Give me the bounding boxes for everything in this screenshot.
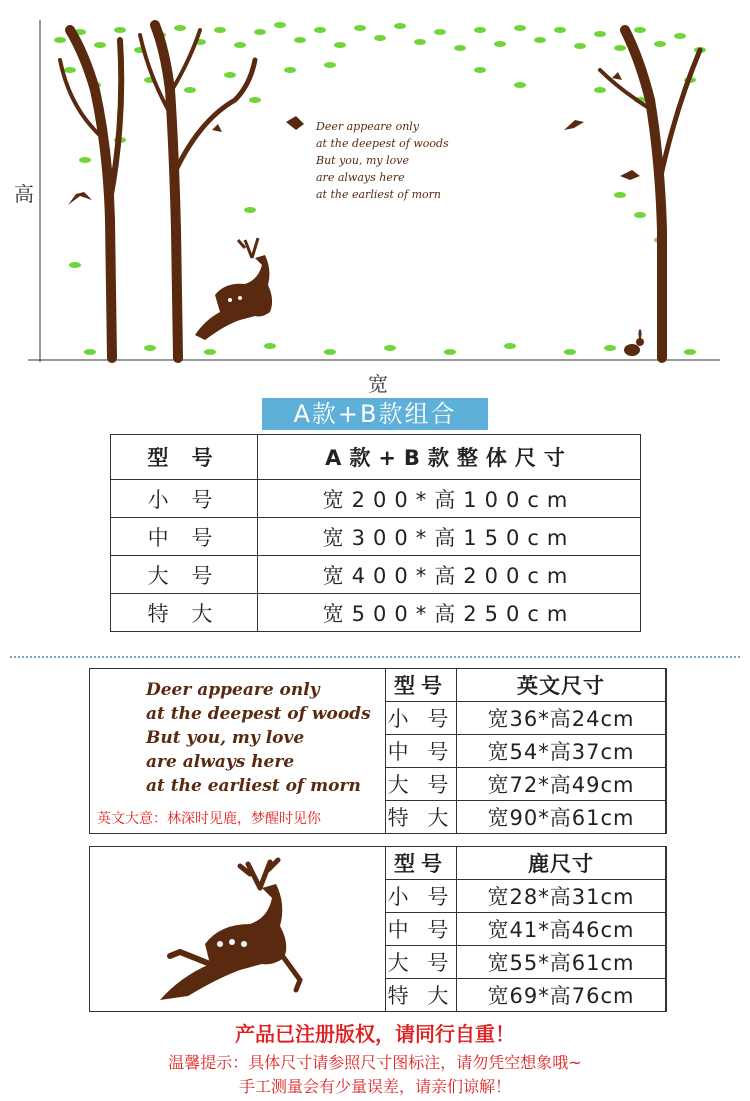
table-row bbox=[111, 518, 641, 556]
table-row bbox=[386, 913, 666, 946]
table-header-row bbox=[386, 847, 666, 880]
size-name: 中 号 bbox=[111, 518, 258, 556]
english-size-table bbox=[385, 668, 666, 834]
poem-line: at the deepest of woods bbox=[316, 137, 449, 150]
table-row bbox=[111, 594, 641, 632]
size-value: 宽90*高61cm bbox=[457, 801, 666, 834]
copyright-notice: 产品已注册版权，请同行自重！ bbox=[235, 1022, 515, 1046]
size-value: 宽36*高24cm bbox=[457, 702, 666, 735]
table-row bbox=[386, 702, 666, 735]
poem-line: But you, my love bbox=[146, 728, 305, 748]
size-name: 小 号 bbox=[111, 480, 258, 518]
size-value: 宽55*高61cm bbox=[457, 946, 666, 979]
header-cell: 英文尺寸 bbox=[457, 669, 666, 702]
size-name: 中 号 bbox=[386, 913, 457, 946]
size-name: 小 号 bbox=[386, 880, 457, 913]
size-name: 特 大 bbox=[111, 594, 258, 632]
size-value: 宽400*高200cm bbox=[258, 556, 641, 594]
size-name: 特 大 bbox=[386, 801, 457, 834]
size-value: 宽72*高49cm bbox=[457, 768, 666, 801]
header-cell: 型 号 bbox=[111, 435, 258, 480]
size-name: 大 号 bbox=[386, 768, 457, 801]
divider bbox=[10, 656, 740, 658]
combo-size-table bbox=[110, 434, 641, 632]
size-value: 宽500*高250cm bbox=[258, 594, 641, 632]
width-dimension-label: 宽 bbox=[368, 372, 388, 396]
table-row bbox=[386, 768, 666, 801]
header-cell: 型号 bbox=[386, 847, 457, 880]
poem-line: are always here bbox=[316, 171, 405, 184]
table-header-row bbox=[386, 669, 666, 702]
header-cell: 型号 bbox=[386, 669, 457, 702]
table-row bbox=[111, 480, 641, 518]
size-value: 宽200*高100cm bbox=[258, 480, 641, 518]
size-name: 中 号 bbox=[386, 735, 457, 768]
size-name: 小 号 bbox=[386, 702, 457, 735]
tip-line-1: 温馨提示：具体尺寸请参照尺寸图标注，请勿凭空想象哦~ bbox=[168, 1053, 582, 1072]
poem-line: at the earliest of morn bbox=[316, 188, 442, 201]
table-row bbox=[386, 946, 666, 979]
height-dimension-label: 高 bbox=[14, 182, 34, 206]
poem-line: at the earliest of morn bbox=[146, 776, 361, 796]
size-name: 特 大 bbox=[386, 979, 457, 1012]
english-meaning-note: 英文大意：林深时见鹿，梦醒时见你 bbox=[97, 811, 321, 827]
poem-line: are always here bbox=[146, 752, 295, 772]
size-value: 宽300*高150cm bbox=[258, 518, 641, 556]
table-row bbox=[111, 556, 641, 594]
size-value: 宽28*高31cm bbox=[457, 880, 666, 913]
combo-title: A款+B款组合 bbox=[262, 398, 488, 430]
table-header-row bbox=[111, 435, 641, 480]
table-row bbox=[386, 880, 666, 913]
poem-line: Deer appeare only bbox=[316, 120, 420, 133]
english-poem bbox=[146, 678, 371, 798]
header-cell: A款+B款整体尺寸 bbox=[258, 435, 641, 480]
size-value: 宽41*高46cm bbox=[457, 913, 666, 946]
wall-sticker-scene bbox=[0, 0, 750, 396]
poem-line: at the deepest of woods bbox=[146, 704, 371, 724]
size-name: 大 号 bbox=[386, 946, 457, 979]
poem-line: But you, my love bbox=[316, 154, 410, 167]
scene-poem bbox=[316, 118, 449, 203]
size-value: 宽54*高37cm bbox=[457, 735, 666, 768]
table-row bbox=[386, 801, 666, 834]
table-row bbox=[386, 979, 666, 1012]
size-name: 大 号 bbox=[111, 556, 258, 594]
tip-line-2: 手工测量会有少量误差，请亲们谅解！ bbox=[238, 1077, 511, 1096]
header-cell: 鹿尺寸 bbox=[457, 847, 666, 880]
table-row bbox=[386, 735, 666, 768]
deer-silhouette bbox=[150, 852, 310, 1004]
size-value: 宽69*高76cm bbox=[457, 979, 666, 1012]
deer-size-table bbox=[385, 846, 666, 1012]
poem-line: Deer appeare only bbox=[146, 680, 320, 700]
